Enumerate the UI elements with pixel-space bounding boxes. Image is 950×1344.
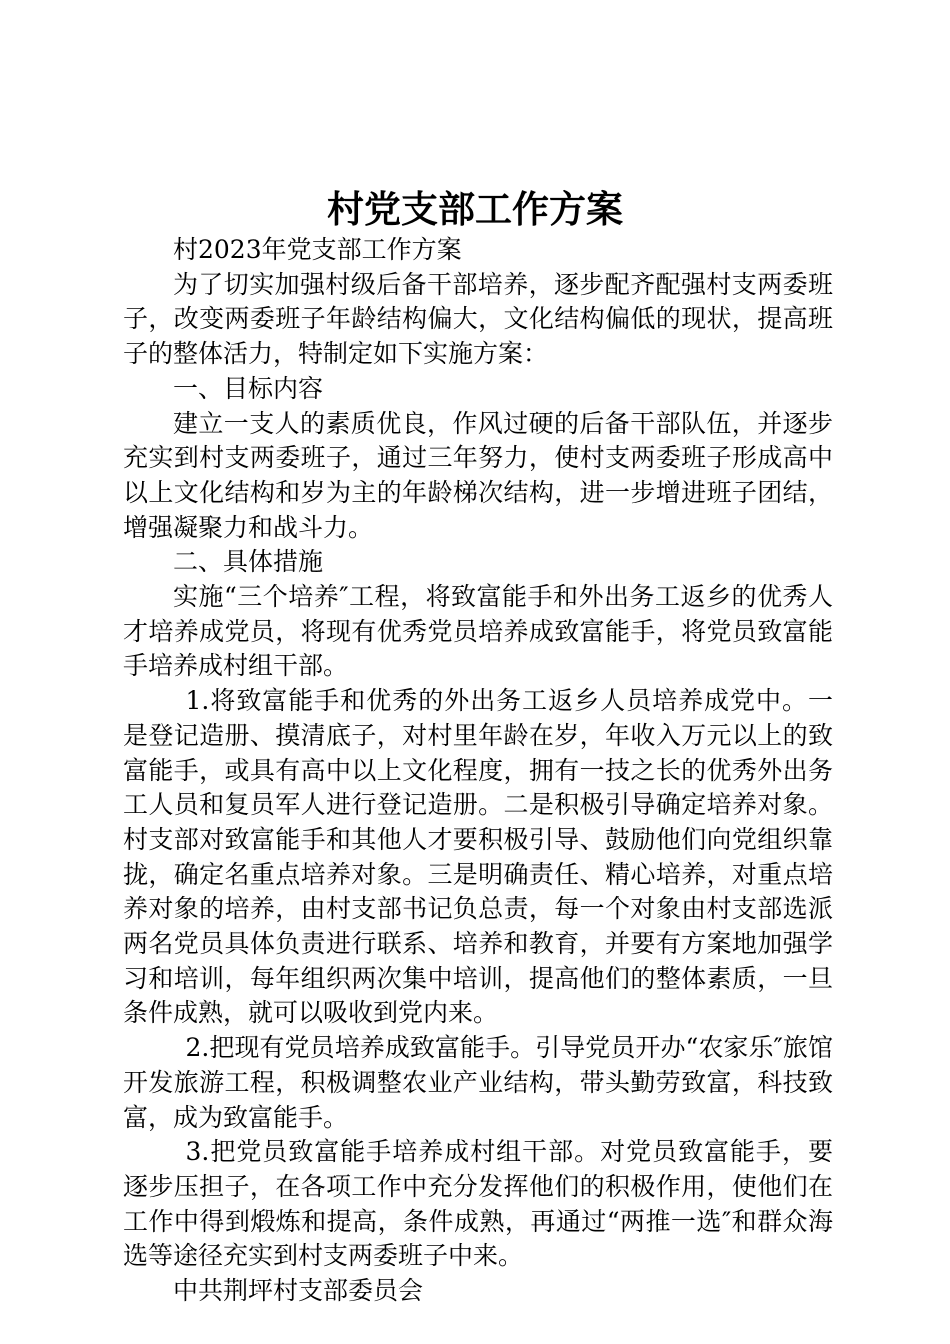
measure-item-1: 1.将致富能手和优秀的外出务工返乡人员培养成党中。一是登记造册、摸清底子，对村里年龄在岁，年收入万元以上的致富能手，或具有高中以上文化程度，拥有一技之长的优秀外出务工人员和复员军人进行登记造册。二是积极引导确定培养对象。村支部对致富能手和其他人才要积极引导、鼓励他们向党组织靠拢，确定名重点培养对象。三是明确责任、精心培养，对重点培养对象的培养，由村支部书记负总责，每一个对象由村支部选派两名党员具体负责进行联系、培养和教育，并要有方案地加强学习和培训，每年组织两次集中培训，提高他们的整体素质，一旦条件成熟，就可以吸收到党内来。 [123, 686, 833, 1028]
section-heading-measures: 二、具体措施 [173, 547, 324, 577]
subtitle-paragraph: 村2023年党支部工作方案 [173, 235, 462, 264]
intro-paragraph: 为了切实加强村级后备干部培养，逐步配齐配强村支两委班子，改变两委班子年龄结构偏大，文化结构偏低的现状，提高班子的整体活力，特制定如下实施方案： [123, 269, 833, 369]
measure-item-2: 2.把现有党员培养成致富能手。引导党员开办“农家乐″旅馆开发旅游工程，积极调整农业产业结构，带头勤劳致富，科技致富，成为致富能手。 [123, 1033, 833, 1132]
signature-line: 中共荆坪村支部委员会 [173, 1276, 424, 1306]
section-heading-goals: 一、目标内容 [173, 373, 324, 403]
document-title: 村党支部工作方案 [327, 187, 623, 231]
measures-intro-paragraph: 实施“三个培养″工程，将致富能手和外出务工返乡的优秀人才培养成党员，将现有优秀党员培养成致富能手，将党员致富能手培养成村组干部。 [123, 582, 833, 681]
goals-paragraph: 建立一支人的素质优良，作风过硬的后备干部队伍，并逐步充实到村支两委班子，通过三年努力，使村支两委班子形成高中以上文化结构和岁为主的年龄梯次结构，进一步增进班子团结，增强凝聚力和战斗力。 [123, 408, 833, 542]
document-body [123, 233, 833, 1309]
measure-item-3: 3.把党员致富能手培养成村组干部。对党员致富能手，要逐步压担子，在各项工作中充分发挥他们的积极作用，使他们在工作中得到煅炼和提高，条件成熟，再通过“两推一选″和群众海选等途径充实到村支两委班子中来。 [123, 1137, 833, 1271]
